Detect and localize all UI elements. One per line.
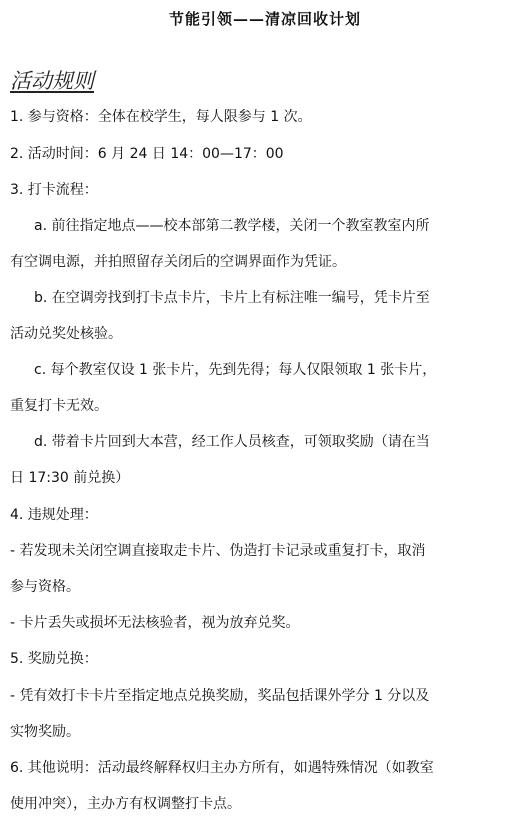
rule-3a-line-1: a. 前往指定地点——校本部第二教学楼，关闭一个教室教室内所: [34, 218, 430, 234]
rule-6-line-2: 使用冲突），主办方有权调整打卡点。: [10, 796, 241, 812]
rule-6-line-1: 6. 其他说明：活动最终解释权归主办方所有，如遇特殊情况（如教室: [10, 760, 434, 776]
rule-3b-line-2: 活动兑奖处核验。: [10, 326, 122, 342]
rule-4-item-1-line-1: - 若发现未关闭空调直接取走卡片、伪造打卡记录或重复打卡，取消: [10, 543, 426, 559]
rule-4-item-1-line-2: 参与资格。: [10, 579, 80, 595]
rule-5-item-line-2: 实物奖励。: [10, 724, 80, 740]
document-title: 节能引领——清凉回收计划: [168, 10, 361, 28]
rule-3b-line-1: b. 在空调旁找到打卡点卡片，卡片上有标注唯一编号，凭卡片至: [34, 290, 430, 306]
rule-5-heading: 5. 奖励兑换：: [10, 651, 98, 667]
rule-3d-line-2: 日 17:30 前兑换）: [10, 470, 130, 486]
rule-4-item-2: - 卡片丢失或损坏无法核验者，视为放弃兑奖。: [10, 615, 300, 631]
rule-1-eligibility: 1. 参与资格：全体在校学生，每人限参与 1 次。: [10, 109, 312, 125]
section-heading-rules: 活动规则: [10, 69, 94, 93]
rule-3c-line-1: c. 每个教室仅设 1 张卡片，先到先得；每人仅限领取 1 张卡片，: [34, 362, 437, 378]
rule-5-item-line-1: - 凭有效打卡卡片至指定地点兑换奖励，奖品包括课外学分 1 分以及: [10, 688, 430, 704]
rule-3c-line-2: 重复打卡无效。: [10, 398, 108, 414]
rule-2-time: 2. 活动时间：6 月 24 日 14：00—17：00: [10, 146, 284, 162]
rule-4-heading: 4. 违规处理：: [10, 507, 98, 523]
rule-3a-line-2: 有空调电源，并拍照留存关闭后的空调界面作为凭证。: [10, 254, 346, 270]
rule-3-heading: 3. 打卡流程：: [10, 182, 98, 198]
rule-3d-line-1: d. 带着卡片回到大本营，经工作人员核查，可领取奖励（请在当: [34, 434, 430, 450]
